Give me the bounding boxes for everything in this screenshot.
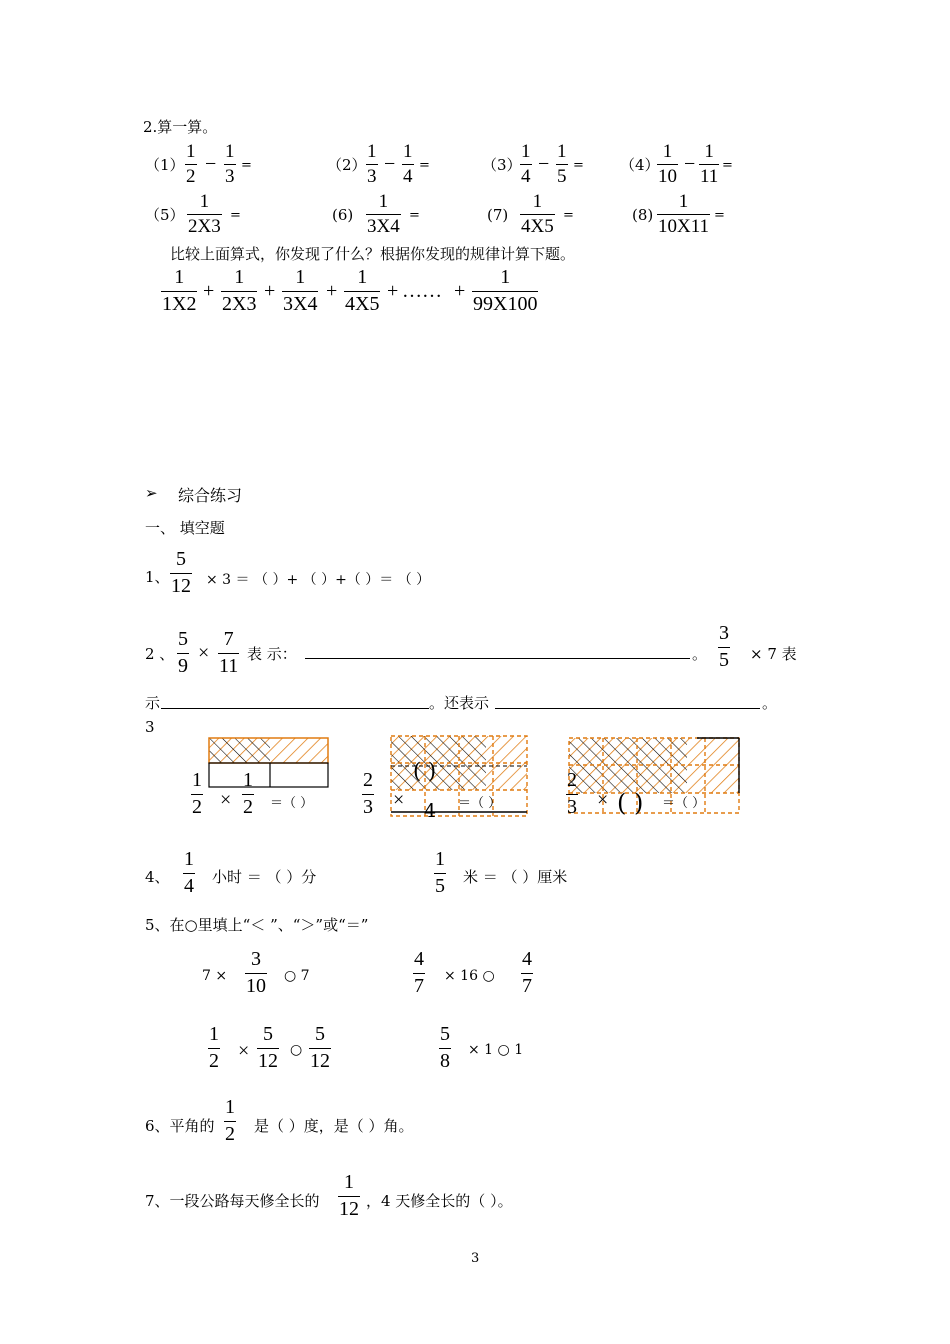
fig3-result: ＝（ ） xyxy=(662,796,706,811)
circle-icon: ○ xyxy=(290,1042,303,1058)
answer-line xyxy=(305,658,690,659)
plus-sign: + xyxy=(264,280,276,302)
item-3-label: （3） xyxy=(482,156,522,174)
fraction: 1 4X5 xyxy=(521,191,554,237)
q1-number: 1、 xyxy=(145,568,170,586)
series-fraction: 1 3X4 xyxy=(283,266,318,315)
q4-number: 4、 xyxy=(145,868,170,886)
q5b-fraction-2: 4 7 xyxy=(522,948,532,997)
minus-sign: − xyxy=(205,153,217,175)
q4-text-1: 小时 ＝ （ ）分 xyxy=(212,868,317,886)
q2-period: 。 xyxy=(692,645,708,663)
part-1-title: 一、 填空题 xyxy=(145,519,225,537)
times-sign: × xyxy=(198,642,210,664)
fraction: 1 4 xyxy=(521,141,531,187)
equals: = xyxy=(419,158,430,173)
q5-text: 5、在○里填上“＜ ”、“＞”或“＝” xyxy=(145,916,369,934)
series-fraction: 1 4X5 xyxy=(345,266,380,315)
q6-post: 是（ ）度，是（ ）角。 xyxy=(254,1117,414,1135)
q2-text-1: 表 示： xyxy=(247,645,297,663)
q2-number: 2 、 xyxy=(145,645,175,663)
item-6-label: (6) xyxy=(332,206,354,224)
equals: = xyxy=(714,208,725,223)
fig3-paren: ( ) xyxy=(617,789,644,817)
equals: = xyxy=(241,158,252,173)
bullet-icon: ➢ xyxy=(145,484,158,502)
fraction: 1 3 xyxy=(367,141,377,187)
q2-text-2: × 7 表 xyxy=(750,645,797,663)
fraction: 1 4 xyxy=(403,141,413,187)
q5c-fraction-2: 5 12 xyxy=(258,1023,278,1072)
item-2-label: （2） xyxy=(327,156,367,174)
q6-pre: 6、平角的 xyxy=(145,1117,215,1135)
fraction: 1 3X4 xyxy=(367,191,400,237)
q2-fraction-3: 3 5 xyxy=(719,622,729,671)
times-sign: × xyxy=(393,789,405,811)
series-fraction: 1 1X2 xyxy=(162,266,197,315)
q1-fraction: 5 12 xyxy=(171,548,191,597)
series-fraction: 1 2X3 xyxy=(222,266,257,315)
plus-sign: + xyxy=(454,280,466,302)
q5a-post: ○ 7 xyxy=(284,968,310,984)
times-sign: × xyxy=(238,1040,250,1062)
fig2-fraction: 2 3 xyxy=(363,769,373,818)
equals: = xyxy=(409,208,420,223)
fig1-fraction-2: 1 2 xyxy=(243,769,253,818)
fig1-fraction-1: 1 2 xyxy=(192,769,202,818)
q5c-fraction-1: 1 2 xyxy=(209,1023,219,1072)
fig3-fraction: 2 3 xyxy=(567,769,577,818)
figure-1-grid xyxy=(209,738,328,787)
q1-text: × 3 ＝ （ ）+ （ ）+（ ）＝ （ ） xyxy=(206,572,431,588)
fraction: 1 10 xyxy=(658,141,677,187)
q5a-fraction: 3 10 xyxy=(246,948,266,997)
q7-fraction: 1 12 xyxy=(339,1171,359,1220)
q4-fraction-1: 1 4 xyxy=(184,848,194,897)
section-2-title: 2.算一算。 xyxy=(143,118,218,136)
fig2-paren: ( ) xyxy=(413,759,437,783)
fraction: 1 11 xyxy=(700,141,719,187)
fig2-result: ＝（ ） xyxy=(458,796,502,811)
equals: = xyxy=(573,158,584,173)
q5a-pre: 7 × xyxy=(202,968,228,984)
page-number: 3 xyxy=(471,1251,480,1266)
practice-title: 综合练习 xyxy=(178,486,243,505)
figure-3-grid xyxy=(569,738,739,813)
q6-fraction: 1 2 xyxy=(225,1096,235,1145)
plus-sign: + xyxy=(387,280,399,302)
item-8-label: (8) xyxy=(632,206,654,224)
q4-text-2: 米 ＝ （ ）厘米 xyxy=(463,868,568,886)
ellipsis: …… xyxy=(402,280,442,302)
times-sign: × xyxy=(220,789,232,811)
item-5-label: （5） xyxy=(145,206,185,224)
plus-sign: + xyxy=(203,280,215,302)
times-sign: × xyxy=(597,789,609,811)
q5d-post: × 1 ○ 1 xyxy=(468,1042,524,1058)
series-fraction: 1 99X100 xyxy=(473,266,538,315)
q2-text-3: 。还表示 xyxy=(429,694,490,712)
equals: = xyxy=(230,208,241,223)
q2-fraction-2: 7 11 xyxy=(219,628,239,677)
minus-sign: − xyxy=(684,153,696,175)
equals: = xyxy=(563,208,574,223)
minus-sign: − xyxy=(384,153,396,175)
minus-sign: − xyxy=(538,153,550,175)
fraction: 1 3 xyxy=(225,141,235,187)
fraction: 1 2X3 xyxy=(188,191,221,237)
q5d-fraction: 5 8 xyxy=(440,1023,450,1072)
answer-line xyxy=(495,708,760,709)
q7-pre: 7、一段公路每天修全长的 xyxy=(145,1192,320,1210)
fig2-den: 4 xyxy=(424,800,437,822)
item-7-label: (7) xyxy=(487,206,509,224)
fig1-result: ＝（ ） xyxy=(270,796,314,811)
q3-number: 3 xyxy=(145,718,155,736)
fraction: 1 10X11 xyxy=(658,191,710,237)
fraction: 1 5 xyxy=(557,141,567,187)
q2-line2-start: 示 xyxy=(145,694,161,712)
equals: = xyxy=(722,158,733,173)
q2-fraction-1: 5 9 xyxy=(178,628,188,677)
plus-sign: + xyxy=(326,280,338,302)
q2-end: 。 xyxy=(762,694,778,712)
answer-line xyxy=(161,708,429,709)
q5c-fraction-3: 5 12 xyxy=(310,1023,330,1072)
item-1-label: （1） xyxy=(145,156,185,174)
q4-fraction-2: 1 5 xyxy=(435,848,445,897)
item-4-label: （4） xyxy=(620,156,660,174)
q7-post: ，4 天修全长的（ ）。 xyxy=(366,1192,513,1210)
q5b-mid: × 16 ○ xyxy=(444,968,495,984)
fraction: 1 2 xyxy=(186,141,196,187)
q5b-fraction-1: 4 7 xyxy=(414,948,424,997)
compare-text: 比较上面算式，你发现了什么？根据你发现的规律计算下题。 xyxy=(170,245,576,263)
